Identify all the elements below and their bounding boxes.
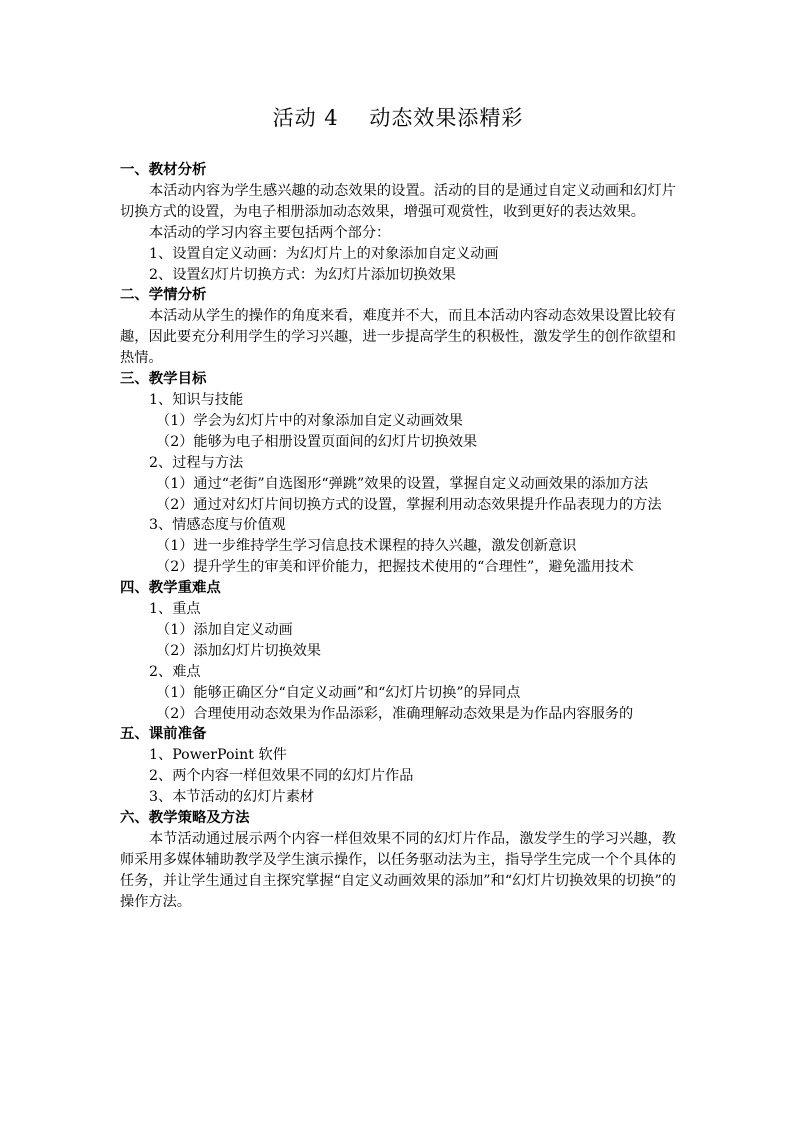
- subsection-heading: 1、知识与技能: [149, 391, 244, 408]
- section-heading: 一、教材分析: [120, 161, 207, 178]
- list-item: 1、设置自定义动画：为幻灯片上的对象添加自定义动画: [149, 245, 499, 262]
- section-heading: 四、教学重难点: [120, 579, 221, 597]
- list-item: 3、本节活动的幻灯片素材: [149, 789, 315, 806]
- subsection-heading: 2、难点: [149, 663, 201, 680]
- list-item: （2）添加幻灯片切换效果: [156, 642, 322, 659]
- page-title: 活动 4 动态效果添精彩: [272, 106, 524, 130]
- list-item: （2）通过对幻灯片间切换方式的设置，掌握利用动态效果提升作品表现力的方法: [156, 496, 662, 513]
- paragraph: 本活动内容为学生感兴趣的动态效果的设置。活动的目的是通过自定义动画和幻灯片切换方式的设置，为电子相册添加动态效果，增强可观赏性，收到更好的表达效果。: [120, 182, 676, 220]
- section-heading: 六、教学策略及方法: [120, 809, 250, 827]
- list-item: （2）合理使用动态效果为作品添彩，准确理解动态效果是为作品内容服务的: [156, 705, 634, 722]
- section-heading: 五、课前准备: [120, 725, 207, 743]
- document-body: [120, 160, 676, 913]
- subsection-heading: 3、情感态度与价值观: [149, 517, 286, 534]
- list-item: （1）学会为幻灯片中的对象添加自定义动画效果: [156, 412, 463, 429]
- section-heading: 三、教学目标: [120, 370, 207, 388]
- list-item: 1、PowerPoint 软件: [149, 747, 287, 764]
- list-item: （2）能够为电子相册设置页面间的幻灯片切换效果: [156, 433, 478, 450]
- list-item: （1）进一步维持学生学习信息技术课程的持久兴趣，激发创新意识: [156, 538, 577, 555]
- list-item: （1）通过“老街”自选图形“弹跳”效果的设置，掌握自定义动画效果的添加方法: [156, 475, 649, 492]
- list-item: （1）能够正确区分“自定义动画”和“幻灯片切换”的异同点: [156, 684, 521, 701]
- subsection-heading: 1、重点: [149, 601, 201, 618]
- paragraph: 本节活动通过展示两个内容一样但效果不同的幻灯片作品，激发学生的学习兴趣，教师采用多媒体辅助教学及学生演示操作，以任务驱动法为主，指导学生完成一个个具体的任务，并让学生通过自主探究掌握“自定义动画效果的添加”和“幻灯片切换效果的切换”的操作方法。: [120, 831, 676, 910]
- list-item: （2）提升学生的审美和评价能力，把握技术使用的“合理性”，避免滥用技术: [156, 559, 634, 576]
- list-item: 2、设置幻灯片切换方式：为幻灯片添加切换效果: [149, 266, 456, 283]
- subsection-heading: 2、过程与方法: [149, 454, 244, 471]
- paragraph: 本活动从学生的操作的角度来看，难度并不大，而且本活动内容动态效果设置比较有趣，因此要充分利用学生的学习兴趣，进一步提高学生的积极性，激发学生的创作欲望和热情。: [120, 308, 676, 367]
- list-item: （1）添加自定义动画: [156, 621, 293, 638]
- list-item: 2、两个内容一样但效果不同的幻灯片作品: [149, 768, 414, 785]
- section-heading: 二、学情分析: [120, 286, 207, 304]
- paragraph: 本活动的学习内容主要包括两个部分：: [149, 224, 391, 241]
